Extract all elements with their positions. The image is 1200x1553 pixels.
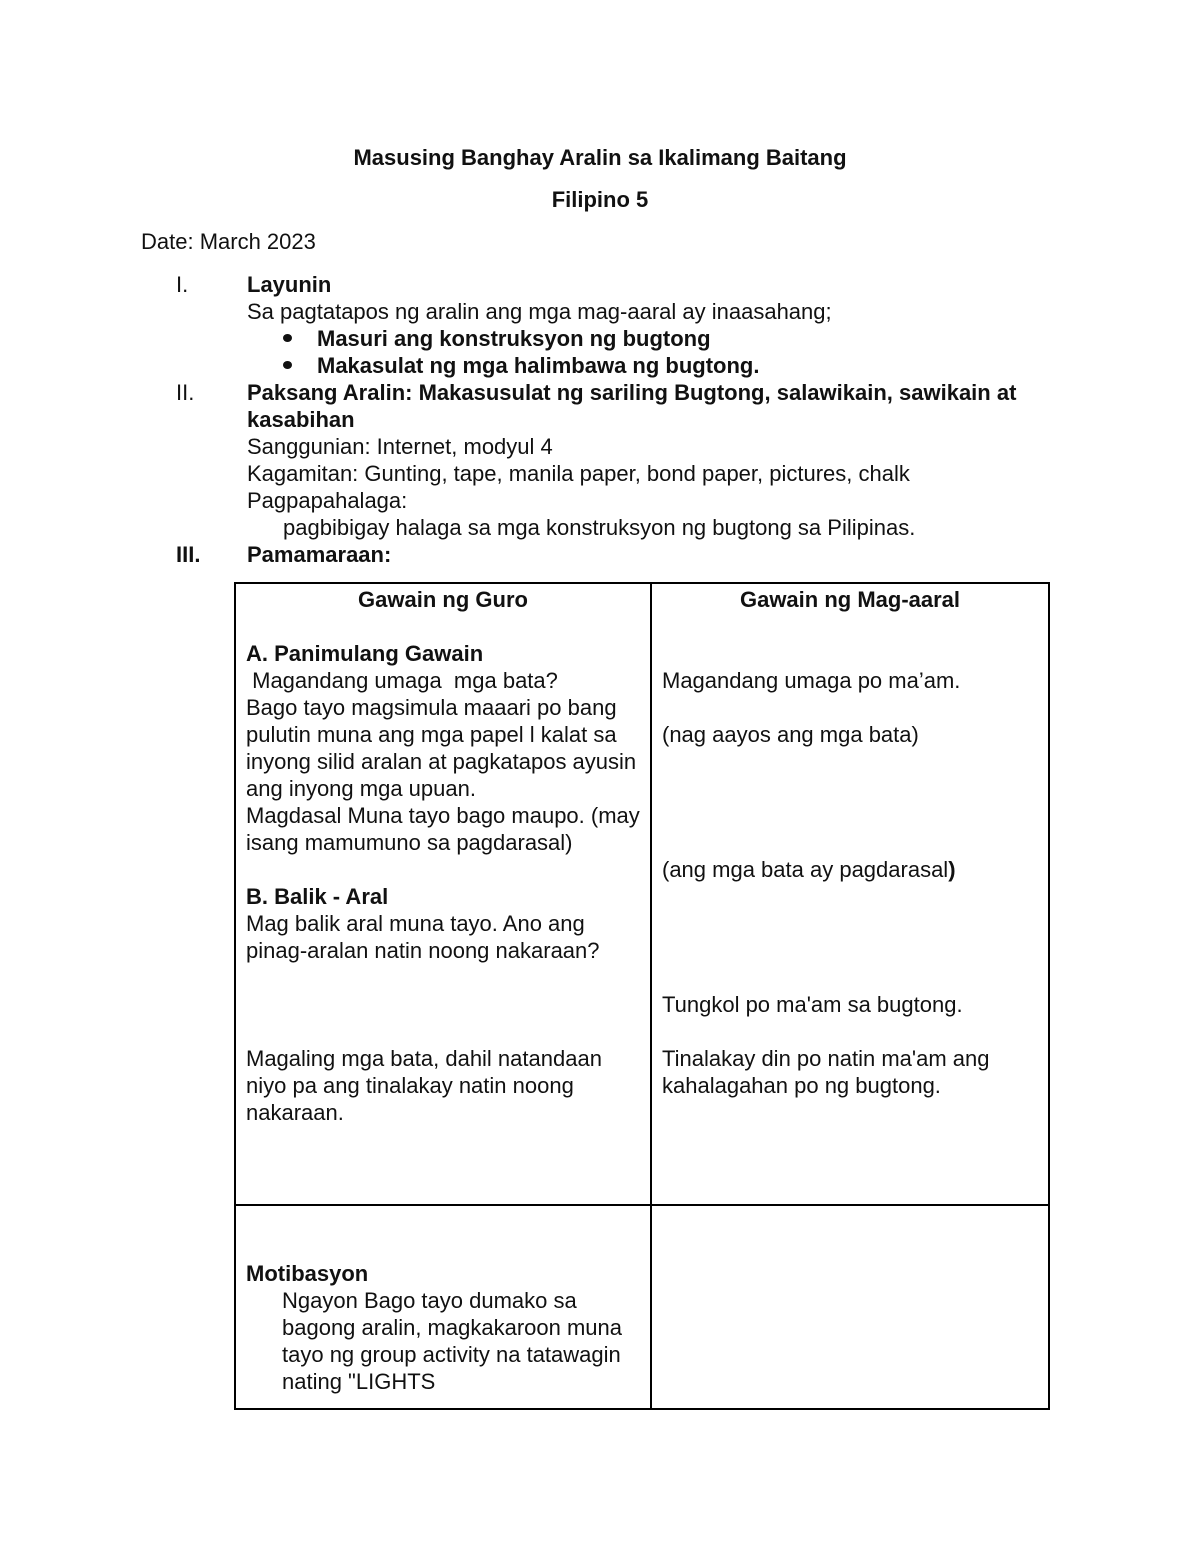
objective-item: Masuri ang konstruksyon ng bugtong bbox=[317, 325, 1057, 352]
student-response: Tinalakay din po natin ma'am ang kahalagahan po ng bugtong. bbox=[662, 1046, 990, 1098]
motibasyon-text: Ngayon Bago tayo dumako sa bagong aralin, magkakaroon muna tayo ng group activity na tatawagin nating "LIGHTS bbox=[282, 1288, 623, 1394]
document-subject: Filipino 5 bbox=[551, 187, 649, 212]
teacher-motibasyon-cell bbox=[235, 1205, 651, 1409]
student-response: Tungkol po ma'am sa bugtong. bbox=[662, 992, 963, 1017]
section-number: I. bbox=[176, 272, 189, 297]
sanggunian-line: Sanggunian: Internet, modyul 4 bbox=[247, 434, 553, 459]
teacher-greeting: Magandang umaga mga bata? bbox=[246, 668, 558, 693]
teacher-praise: Magaling mga bata, dahil natandaan niyo pa ang tinalakay natin noong nakaraan. bbox=[246, 1046, 602, 1125]
student-response: Magandang umaga po ma’am. bbox=[662, 668, 961, 693]
teacher-column-header: Gawain ng Guro bbox=[358, 587, 528, 612]
section-number: II. bbox=[176, 380, 195, 405]
objective-item: Makasulat ng mga halimbawa ng bugtong. bbox=[317, 352, 1057, 379]
teacher-instruction: Bago tayo magsimula maaari po bang pulutin muna ang mga papel l kalat sa inyong silid aralan at pagkatapos ayusin ang inyong mga upuan. bbox=[246, 695, 637, 801]
student-column bbox=[651, 583, 1049, 1205]
section-heading: Layunin bbox=[247, 272, 332, 297]
pagpapahalaga-text: pagbibigay halaga sa mga konstruksyon ng bugtong sa Pilipinas. bbox=[283, 515, 916, 540]
student-response: (nag aayos ang mga bata) bbox=[662, 722, 919, 747]
section-intro: Sa pagtatapos ng aralin ang mga mag-aaral ay inaasahang; bbox=[247, 299, 832, 324]
student-column-header: Gawain ng Mag-aaral bbox=[739, 587, 961, 612]
pagpapahalaga-label: Pagpapahalaga: bbox=[247, 488, 408, 513]
objectives-list bbox=[247, 325, 1057, 379]
teacher-column bbox=[235, 583, 651, 1205]
student-response: (ang mga bata ay pagdarasal) bbox=[662, 857, 956, 882]
document-date: Date: March 2023 bbox=[141, 229, 316, 254]
motibasyon-heading: Motibasyon bbox=[246, 1261, 369, 1286]
section-heading: Pamamaraan: bbox=[247, 542, 392, 567]
teacher-prayer: Magdasal Muna tayo bago maupo. (may isang mamumuno sa pagdarasal) bbox=[246, 803, 640, 855]
document-title: Masusing Banghay Aralin sa Ikalimang Baitang bbox=[353, 145, 847, 170]
panimulang-gawain-heading: A. Panimulang Gawain bbox=[246, 641, 484, 666]
lesson-plan-table bbox=[234, 582, 1050, 1410]
kagamitan-line: Kagamitan: Gunting, tape, manila paper, bond paper, pictures, chalk bbox=[247, 461, 910, 486]
section-heading: Paksang Aralin: Makasusulat ng sariling Bugtong, salawikain, sawikain at kasabihan bbox=[247, 380, 1017, 432]
teacher-review-question: Mag balik aral muna tayo. Ano ang pinag-aralan natin noong nakaraan? bbox=[246, 911, 600, 963]
section-number: III. bbox=[176, 542, 201, 567]
balik-aral-heading: B. Balik - Aral bbox=[246, 884, 389, 909]
student-motibasyon-cell bbox=[651, 1205, 1049, 1409]
